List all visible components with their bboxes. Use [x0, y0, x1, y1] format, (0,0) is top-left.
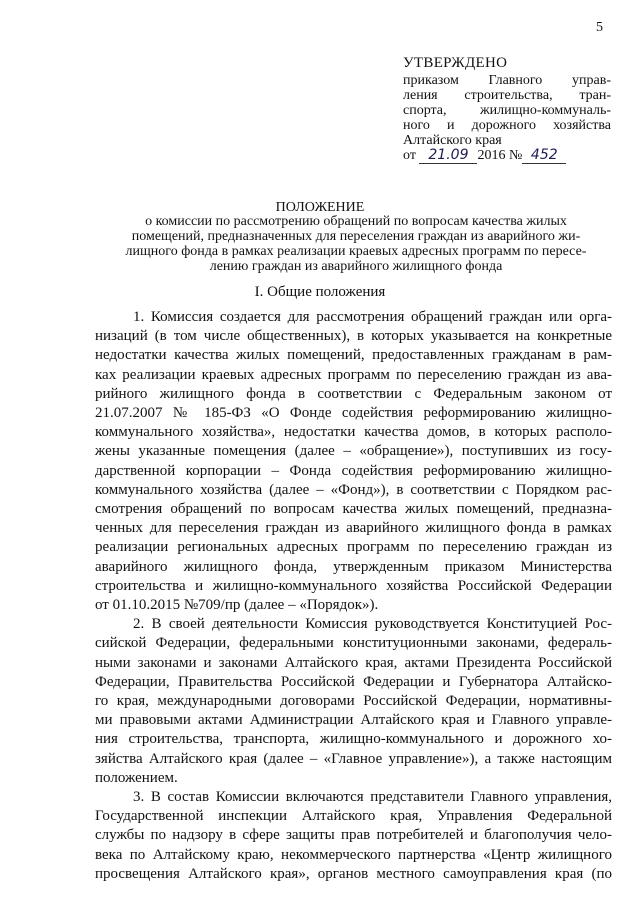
subtitle-line: помещений, предназначенных для переселения граждан из аварийного жи- [131, 229, 581, 244]
paragraph-line: смотрения обращений по вопросам качества жилых помещений, предназна- [95, 501, 612, 518]
handwritten-date: 21.09 [419, 148, 477, 164]
paragraph-line: сийской Федерации, федеральными конституционными законами, федераль- [95, 635, 612, 652]
year: 2016 [477, 148, 506, 163]
paragraph-line: службы по надзору в сфере защиты прав потребителей и благополучия чело- [95, 827, 612, 844]
paragraph-line: ках реализации краевых адресных программ по переселению граждан из ава- [95, 366, 612, 383]
paragraph-1 [95, 308, 612, 615]
subtitle-line: лищного фонда в рамках реализации краевых адресных программ по пересе- [125, 244, 587, 259]
approval-line: Алтайского края [403, 133, 502, 148]
approval-line: ления строительства, тран- [403, 88, 611, 103]
paragraph-line: 2. В своей деятельности Комиссия руководствуется Конституцией Рос- [133, 616, 612, 633]
paragraph-line: коммунального хозяйства (далее – «Фонд»), в соответствии с Порядком рас- [95, 481, 612, 498]
paragraph-line: 21.07.2007 № 185-ФЗ «О Фонде содействия реформированию жилищно- [95, 405, 612, 422]
subtitle-line: лению граждан из аварийного жилищного фонда [209, 259, 503, 274]
paragraph-line: дарственной корпорации – Фонда содействия реформированию жилищно- [95, 462, 612, 479]
approval-line: ного и дорожного хозяйства [403, 118, 611, 133]
paragraph-line: ными законами и законами Алтайского края, актами Президента Российской [95, 654, 612, 671]
paragraph-line: ния строительства, транспорта, жилищно-коммунального и дорожного хо- [95, 731, 612, 748]
subtitle-line: о комиссии по рассмотрению обращений по вопросам качества жилых [145, 214, 567, 229]
paragraph-line: Федерации, Правительства Российской Федерации и Губернатора Алтайско- [95, 673, 612, 690]
date-prefix: от [403, 148, 416, 163]
paragraph-line: от 01.10.2015 №709/пр (далее – «Порядок»). [95, 597, 379, 614]
paragraph-line: коммунального хозяйства», недостатки качества домов, в которых располо- [95, 424, 612, 441]
paragraph-line: строительства и жилищно-коммунального хозяйства Российской Федерации [95, 577, 612, 594]
paragraph-line: реализации региональных адресных программ по переселению граждан из [95, 539, 612, 556]
paragraph-2 [95, 615, 612, 788]
paragraph-line: ми правовыми актами Администрации Алтайского края и Главного управле- [95, 712, 612, 729]
approval-line: приказом Главного управ- [403, 73, 611, 88]
approval-line: спорта, жилищно-коммуналь- [403, 103, 611, 118]
paragraph-line: века по Алтайскому краю, некоммерческого партнерства «Центр жилищного [95, 846, 612, 863]
approval-heading: УТВЕРЖДЕНО [403, 55, 508, 71]
paragraph-line: 1. Комиссия создается для рассмотрения обращений граждан или орга- [133, 309, 612, 325]
document-subtitle [100, 214, 612, 274]
paragraph-line: низаций (в том числе общественных), в которых указывается на конкретные [95, 328, 612, 345]
document-title: ПОЛОЖЕНИЕ [275, 200, 365, 215]
number-sign: № [508, 148, 523, 163]
paragraph-line: просвещения Алтайского края», органов местного самоуправления края (по [95, 865, 612, 882]
approval-block [403, 56, 611, 164]
paragraph-line: положением. [95, 769, 178, 786]
paragraph-3 [95, 788, 612, 884]
paragraph-line: недостатки качества жилых помещений, предоставленных гражданам в рам- [95, 347, 612, 364]
page-number: 5 [596, 20, 603, 35]
handwritten-number: 452 [522, 148, 566, 164]
section-heading: I. Общие положения [254, 284, 386, 300]
paragraph-line: рийного жилищного фонда в соответствии с Федеральным законом от [95, 385, 612, 402]
paragraph-line: 3. В состав Комиссии включаются представители Главного управления, [133, 789, 612, 806]
document-body [95, 308, 612, 884]
paragraph-line: зяйства Алтайского края (далее – «Главное управление»), а также настоящим [95, 750, 612, 767]
paragraph-line: жены указанные помещения (далее – «обращение»), поступивших из госу- [95, 443, 612, 460]
approval-date-line [403, 148, 611, 164]
paragraph-line: аварийного жилищного фонда, утвержденным приказом Министерства [95, 558, 612, 575]
paragraph-line: Государственной инспекции Алтайского края, Управления Федеральной [95, 808, 612, 825]
paragraph-line: го края, международными договорами Российской Федерации, нормативны- [95, 693, 612, 710]
paragraph-line: ченных для переселения граждан из аварийного жилищного фонда в рамках [95, 520, 612, 537]
